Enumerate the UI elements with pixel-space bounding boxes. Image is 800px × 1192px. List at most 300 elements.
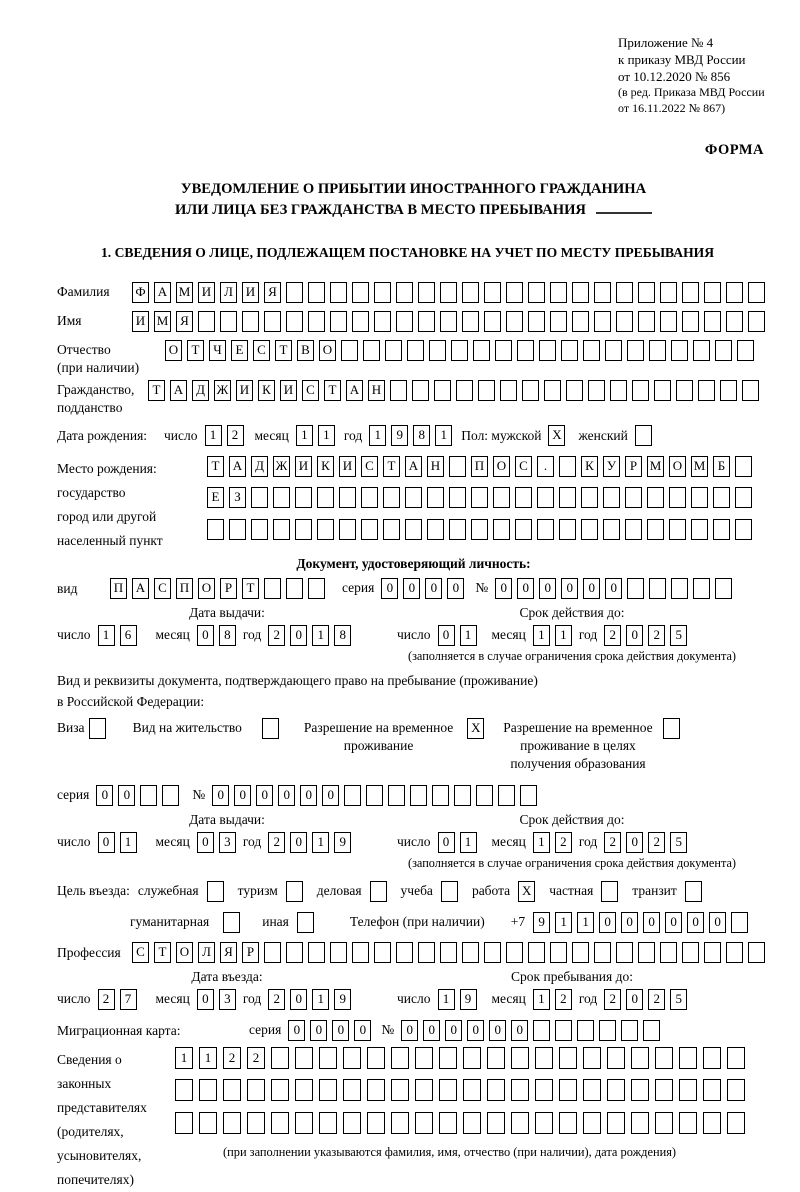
char-cell[interactable] <box>396 311 413 332</box>
char-cell[interactable] <box>175 1079 193 1101</box>
char-cell[interactable] <box>487 1112 505 1134</box>
char-cell[interactable] <box>471 519 488 540</box>
char-cell[interactable] <box>439 1047 457 1069</box>
char-cell[interactable] <box>223 1079 241 1101</box>
char-cell[interactable]: 0 <box>288 1020 305 1041</box>
char-cell[interactable] <box>396 942 413 963</box>
char-cell[interactable]: 0 <box>517 578 534 599</box>
char-cell[interactable]: 1 <box>205 425 222 446</box>
char-cell[interactable]: 1 <box>435 425 452 446</box>
char-cell[interactable]: 0 <box>197 989 214 1010</box>
migration-number-cells[interactable] <box>401 1020 665 1041</box>
char-cell[interactable]: В <box>297 340 314 361</box>
residence-number-cells[interactable] <box>212 785 542 806</box>
char-cell[interactable]: Л <box>198 942 215 963</box>
char-cell[interactable] <box>361 487 378 508</box>
char-cell[interactable] <box>539 340 556 361</box>
char-cell[interactable] <box>511 1112 529 1134</box>
char-cell[interactable]: 0 <box>467 1020 484 1041</box>
char-cell[interactable]: Ж <box>273 456 290 477</box>
char-cell[interactable]: О <box>176 942 193 963</box>
char-cell[interactable]: 0 <box>511 1020 528 1041</box>
char-cell[interactable]: К <box>258 380 275 401</box>
char-cell[interactable] <box>271 1112 289 1134</box>
char-cell[interactable]: 0 <box>403 578 420 599</box>
char-cell[interactable]: М <box>691 456 708 477</box>
char-cell[interactable]: 0 <box>438 625 455 646</box>
char-cell[interactable]: 2 <box>268 625 285 646</box>
char-cell[interactable] <box>537 519 554 540</box>
char-cell[interactable] <box>704 942 721 963</box>
purpose-tourism-checkbox[interactable] <box>286 881 308 902</box>
char-cell[interactable] <box>727 1079 745 1101</box>
char-cell[interactable] <box>352 311 369 332</box>
char-cell[interactable] <box>374 942 391 963</box>
char-cell[interactable]: О <box>493 456 510 477</box>
char-cell[interactable] <box>676 380 693 401</box>
checkbox-cell[interactable] <box>89 718 106 739</box>
char-cell[interactable]: 1 <box>175 1047 193 1069</box>
char-cell[interactable] <box>264 942 281 963</box>
entry-day[interactable] <box>98 989 142 1010</box>
char-cell[interactable] <box>429 340 446 361</box>
purpose-humanitarian-checkbox[interactable] <box>223 912 245 933</box>
char-cell[interactable]: 0 <box>665 912 682 933</box>
char-cell[interactable] <box>471 487 488 508</box>
birthplace-row2[interactable] <box>207 487 757 508</box>
char-cell[interactable] <box>572 942 589 963</box>
char-cell[interactable]: О <box>669 456 686 477</box>
char-cell[interactable] <box>367 1112 385 1134</box>
checkbox-cell[interactable] <box>297 912 314 933</box>
char-cell[interactable] <box>559 1112 577 1134</box>
char-cell[interactable] <box>627 578 644 599</box>
char-cell[interactable] <box>405 487 422 508</box>
id-issue-year[interactable] <box>268 625 356 646</box>
char-cell[interactable] <box>440 311 457 332</box>
char-cell[interactable]: О <box>319 340 336 361</box>
checkbox-cell[interactable]: X <box>518 881 535 902</box>
char-cell[interactable] <box>295 1079 313 1101</box>
char-cell[interactable] <box>140 785 157 806</box>
char-cell[interactable]: З <box>229 487 246 508</box>
char-cell[interactable]: Р <box>220 578 237 599</box>
char-cell[interactable]: С <box>132 942 149 963</box>
res-issue-year[interactable] <box>268 832 356 853</box>
char-cell[interactable]: К <box>317 456 334 477</box>
char-cell[interactable] <box>343 1047 361 1069</box>
char-cell[interactable] <box>581 519 598 540</box>
char-cell[interactable] <box>625 519 642 540</box>
char-cell[interactable]: 0 <box>322 785 339 806</box>
char-cell[interactable]: 9 <box>460 989 477 1010</box>
char-cell[interactable] <box>286 942 303 963</box>
char-cell[interactable] <box>495 340 512 361</box>
char-cell[interactable] <box>493 519 510 540</box>
char-cell[interactable] <box>454 785 471 806</box>
checkbox-cell[interactable] <box>663 718 680 739</box>
visa-checkbox[interactable] <box>89 718 111 739</box>
char-cell[interactable] <box>462 282 479 303</box>
char-cell[interactable]: 0 <box>98 832 115 853</box>
char-cell[interactable] <box>229 519 246 540</box>
char-cell[interactable] <box>418 942 435 963</box>
char-cell[interactable] <box>726 282 743 303</box>
char-cell[interactable] <box>271 1047 289 1069</box>
char-cell[interactable] <box>704 311 721 332</box>
char-cell[interactable] <box>735 456 752 477</box>
char-cell[interactable]: 1 <box>555 912 572 933</box>
char-cell[interactable] <box>735 519 752 540</box>
char-cell[interactable]: 2 <box>648 832 665 853</box>
representatives-row3[interactable] <box>175 1112 770 1134</box>
char-cell[interactable]: У <box>603 456 620 477</box>
char-cell[interactable] <box>691 487 708 508</box>
char-cell[interactable]: 3 <box>219 989 236 1010</box>
char-cell[interactable]: П <box>471 456 488 477</box>
char-cell[interactable] <box>655 1079 673 1101</box>
char-cell[interactable] <box>638 282 655 303</box>
char-cell[interactable] <box>344 785 361 806</box>
char-cell[interactable] <box>726 942 743 963</box>
char-cell[interactable]: 0 <box>583 578 600 599</box>
char-cell[interactable]: 1 <box>555 625 572 646</box>
checkbox-cell[interactable] <box>441 881 458 902</box>
char-cell[interactable]: 1 <box>533 832 550 853</box>
char-cell[interactable] <box>352 942 369 963</box>
checkbox-cell[interactable] <box>223 912 240 933</box>
char-cell[interactable]: 1 <box>120 832 137 853</box>
char-cell[interactable] <box>654 380 671 401</box>
purpose-business-checkbox[interactable] <box>370 881 392 902</box>
char-cell[interactable] <box>506 282 523 303</box>
id-valid-month[interactable] <box>533 625 577 646</box>
char-cell[interactable]: С <box>361 456 378 477</box>
char-cell[interactable]: 1 <box>312 989 329 1010</box>
char-cell[interactable]: 2 <box>247 1047 265 1069</box>
char-cell[interactable] <box>415 1112 433 1134</box>
char-cell[interactable] <box>638 311 655 332</box>
char-cell[interactable] <box>432 785 449 806</box>
id-doc-number-cells[interactable] <box>495 578 737 599</box>
char-cell[interactable]: 0 <box>290 989 307 1010</box>
char-cell[interactable]: 8 <box>413 425 430 446</box>
checkbox-cell[interactable]: X <box>548 425 565 446</box>
checkbox-cell[interactable] <box>286 881 303 902</box>
char-cell[interactable] <box>679 1112 697 1134</box>
char-cell[interactable]: 1 <box>199 1047 217 1069</box>
char-cell[interactable] <box>500 380 517 401</box>
char-cell[interactable] <box>537 487 554 508</box>
char-cell[interactable] <box>638 942 655 963</box>
char-cell[interactable] <box>367 1079 385 1101</box>
char-cell[interactable] <box>679 1079 697 1101</box>
char-cell[interactable] <box>273 487 290 508</box>
char-cell[interactable]: 0 <box>197 625 214 646</box>
char-cell[interactable] <box>286 311 303 332</box>
char-cell[interactable] <box>727 1047 745 1069</box>
char-cell[interactable]: 2 <box>604 989 621 1010</box>
char-cell[interactable]: 2 <box>648 625 665 646</box>
char-cell[interactable]: 7 <box>120 989 137 1010</box>
char-cell[interactable] <box>415 1047 433 1069</box>
char-cell[interactable]: 0 <box>256 785 273 806</box>
char-cell[interactable] <box>374 282 391 303</box>
char-cell[interactable] <box>264 578 281 599</box>
id-valid-day[interactable] <box>438 625 482 646</box>
char-cell[interactable] <box>484 942 501 963</box>
char-cell[interactable] <box>660 282 677 303</box>
char-cell[interactable]: 0 <box>687 912 704 933</box>
char-cell[interactable] <box>463 1047 481 1069</box>
char-cell[interactable]: 2 <box>268 989 285 1010</box>
char-cell[interactable] <box>713 519 730 540</box>
stay-month[interactable] <box>533 989 577 1010</box>
char-cell[interactable] <box>522 380 539 401</box>
char-cell[interactable] <box>649 578 666 599</box>
char-cell[interactable]: 0 <box>447 578 464 599</box>
char-cell[interactable] <box>737 340 754 361</box>
char-cell[interactable]: Т <box>187 340 204 361</box>
char-cell[interactable]: С <box>154 578 171 599</box>
char-cell[interactable] <box>566 380 583 401</box>
char-cell[interactable] <box>374 311 391 332</box>
char-cell[interactable]: 0 <box>489 1020 506 1041</box>
char-cell[interactable]: Т <box>275 340 292 361</box>
char-cell[interactable] <box>627 340 644 361</box>
char-cell[interactable] <box>603 487 620 508</box>
entry-year[interactable] <box>268 989 356 1010</box>
char-cell[interactable]: 0 <box>495 578 512 599</box>
char-cell[interactable] <box>588 380 605 401</box>
char-cell[interactable] <box>271 1079 289 1101</box>
char-cell[interactable] <box>247 1112 265 1134</box>
char-cell[interactable]: 3 <box>219 832 236 853</box>
char-cell[interactable]: 2 <box>648 989 665 1010</box>
char-cell[interactable] <box>383 487 400 508</box>
char-cell[interactable]: 9 <box>391 425 408 446</box>
char-cell[interactable] <box>581 487 598 508</box>
char-cell[interactable] <box>720 380 737 401</box>
char-cell[interactable]: 1 <box>318 425 335 446</box>
char-cell[interactable] <box>647 487 664 508</box>
char-cell[interactable] <box>295 1047 313 1069</box>
char-cell[interactable] <box>517 340 534 361</box>
char-cell[interactable] <box>405 519 422 540</box>
char-cell[interactable] <box>451 340 468 361</box>
char-cell[interactable] <box>319 1047 337 1069</box>
birthplace-row1[interactable] <box>207 456 757 477</box>
char-cell[interactable] <box>367 1047 385 1069</box>
purpose-official-checkbox[interactable] <box>207 881 229 902</box>
char-cell[interactable]: 0 <box>709 912 726 933</box>
char-cell[interactable]: Е <box>207 487 224 508</box>
char-cell[interactable] <box>713 487 730 508</box>
char-cell[interactable]: Ж <box>214 380 231 401</box>
purpose-transit-checkbox[interactable] <box>685 881 707 902</box>
char-cell[interactable] <box>412 380 429 401</box>
char-cell[interactable] <box>415 1079 433 1101</box>
char-cell[interactable]: 0 <box>234 785 251 806</box>
char-cell[interactable] <box>487 1047 505 1069</box>
purpose-other-checkbox[interactable] <box>297 912 319 933</box>
char-cell[interactable] <box>478 380 495 401</box>
char-cell[interactable] <box>385 340 402 361</box>
edu-residence-checkbox[interactable] <box>663 718 685 739</box>
char-cell[interactable] <box>330 942 347 963</box>
id-valid-year[interactable] <box>604 625 692 646</box>
char-cell[interactable]: 0 <box>354 1020 371 1041</box>
char-cell[interactable] <box>594 942 611 963</box>
char-cell[interactable] <box>295 487 312 508</box>
res-issue-month[interactable] <box>197 832 241 853</box>
char-cell[interactable]: И <box>236 380 253 401</box>
char-cell[interactable] <box>511 1047 529 1069</box>
char-cell[interactable] <box>748 282 765 303</box>
char-cell[interactable] <box>742 380 759 401</box>
char-cell[interactable] <box>559 1079 577 1101</box>
char-cell[interactable]: 5 <box>670 625 687 646</box>
char-cell[interactable]: 8 <box>219 625 236 646</box>
char-cell[interactable]: 0 <box>278 785 295 806</box>
char-cell[interactable] <box>631 1079 649 1101</box>
char-cell[interactable] <box>660 942 677 963</box>
char-cell[interactable]: 0 <box>290 625 307 646</box>
char-cell[interactable] <box>341 340 358 361</box>
char-cell[interactable]: Д <box>251 456 268 477</box>
birth-month-cells[interactable] <box>296 425 340 446</box>
char-cell[interactable] <box>199 1079 217 1101</box>
char-cell[interactable] <box>528 311 545 332</box>
purpose-private-checkbox[interactable] <box>601 881 623 902</box>
char-cell[interactable]: Л <box>220 282 237 303</box>
char-cell[interactable]: П <box>110 578 127 599</box>
char-cell[interactable] <box>621 1020 638 1041</box>
char-cell[interactable]: А <box>132 578 149 599</box>
char-cell[interactable]: С <box>253 340 270 361</box>
birth-year-cells[interactable] <box>369 425 457 446</box>
char-cell[interactable]: И <box>295 456 312 477</box>
char-cell[interactable] <box>533 1020 550 1041</box>
char-cell[interactable] <box>317 487 334 508</box>
char-cell[interactable]: 0 <box>438 832 455 853</box>
char-cell[interactable] <box>175 1112 193 1134</box>
char-cell[interactable] <box>704 282 721 303</box>
char-cell[interactable]: 0 <box>212 785 229 806</box>
char-cell[interactable] <box>655 1047 673 1069</box>
migration-series-cells[interactable] <box>288 1020 376 1041</box>
char-cell[interactable] <box>607 1079 625 1101</box>
id-issue-day[interactable] <box>98 625 142 646</box>
char-cell[interactable] <box>735 487 752 508</box>
char-cell[interactable] <box>669 519 686 540</box>
char-cell[interactable] <box>655 1112 673 1134</box>
char-cell[interactable] <box>391 1047 409 1069</box>
char-cell[interactable]: 0 <box>643 912 660 933</box>
birth-day-cells[interactable] <box>205 425 249 446</box>
char-cell[interactable] <box>559 456 576 477</box>
char-cell[interactable] <box>484 311 501 332</box>
char-cell[interactable] <box>535 1112 553 1134</box>
char-cell[interactable] <box>308 578 325 599</box>
char-cell[interactable]: А <box>405 456 422 477</box>
char-cell[interactable] <box>343 1079 361 1101</box>
char-cell[interactable] <box>748 311 765 332</box>
char-cell[interactable]: 2 <box>604 832 621 853</box>
char-cell[interactable] <box>594 282 611 303</box>
char-cell[interactable]: 1 <box>312 625 329 646</box>
char-cell[interactable] <box>339 487 356 508</box>
char-cell[interactable] <box>607 1047 625 1069</box>
char-cell[interactable]: М <box>154 311 171 332</box>
char-cell[interactable]: 0 <box>96 785 113 806</box>
char-cell[interactable] <box>506 942 523 963</box>
char-cell[interactable] <box>440 942 457 963</box>
char-cell[interactable]: 1 <box>98 625 115 646</box>
char-cell[interactable] <box>616 311 633 332</box>
char-cell[interactable]: 9 <box>533 912 550 933</box>
char-cell[interactable] <box>242 311 259 332</box>
char-cell[interactable] <box>726 311 743 332</box>
representatives-row2[interactable] <box>175 1079 770 1101</box>
char-cell[interactable]: Я <box>220 942 237 963</box>
char-cell[interactable]: 6 <box>120 625 137 646</box>
char-cell[interactable] <box>220 311 237 332</box>
char-cell[interactable] <box>632 380 649 401</box>
char-cell[interactable]: Ч <box>209 340 226 361</box>
char-cell[interactable] <box>295 1112 313 1134</box>
char-cell[interactable] <box>550 311 567 332</box>
char-cell[interactable]: М <box>176 282 193 303</box>
char-cell[interactable] <box>498 785 515 806</box>
temp-residence-checkbox[interactable] <box>467 718 489 739</box>
char-cell[interactable] <box>583 1112 601 1134</box>
char-cell[interactable]: Я <box>264 282 281 303</box>
char-cell[interactable] <box>693 340 710 361</box>
char-cell[interactable] <box>671 340 688 361</box>
char-cell[interactable] <box>515 519 532 540</box>
char-cell[interactable]: К <box>581 456 598 477</box>
char-cell[interactable]: 0 <box>539 578 556 599</box>
char-cell[interactable] <box>487 1079 505 1101</box>
id-doc-series-cells[interactable] <box>381 578 469 599</box>
char-cell[interactable] <box>462 942 479 963</box>
char-cell[interactable]: 2 <box>98 989 115 1010</box>
char-cell[interactable] <box>698 380 715 401</box>
char-cell[interactable] <box>616 942 633 963</box>
char-cell[interactable] <box>251 519 268 540</box>
char-cell[interactable] <box>625 487 642 508</box>
char-cell[interactable]: Б <box>713 456 730 477</box>
char-cell[interactable] <box>603 519 620 540</box>
char-cell[interactable] <box>449 519 466 540</box>
char-cell[interactable] <box>610 380 627 401</box>
char-cell[interactable] <box>682 311 699 332</box>
char-cell[interactable] <box>649 340 666 361</box>
char-cell[interactable] <box>643 1020 660 1041</box>
char-cell[interactable] <box>594 311 611 332</box>
char-cell[interactable]: 5 <box>670 989 687 1010</box>
char-cell[interactable]: Ф <box>132 282 149 303</box>
char-cell[interactable]: И <box>132 311 149 332</box>
char-cell[interactable] <box>308 282 325 303</box>
char-cell[interactable] <box>605 340 622 361</box>
char-cell[interactable] <box>616 282 633 303</box>
char-cell[interactable]: 2 <box>555 832 572 853</box>
char-cell[interactable] <box>577 1020 594 1041</box>
char-cell[interactable] <box>391 1112 409 1134</box>
citizenship-cells[interactable] <box>148 380 764 401</box>
